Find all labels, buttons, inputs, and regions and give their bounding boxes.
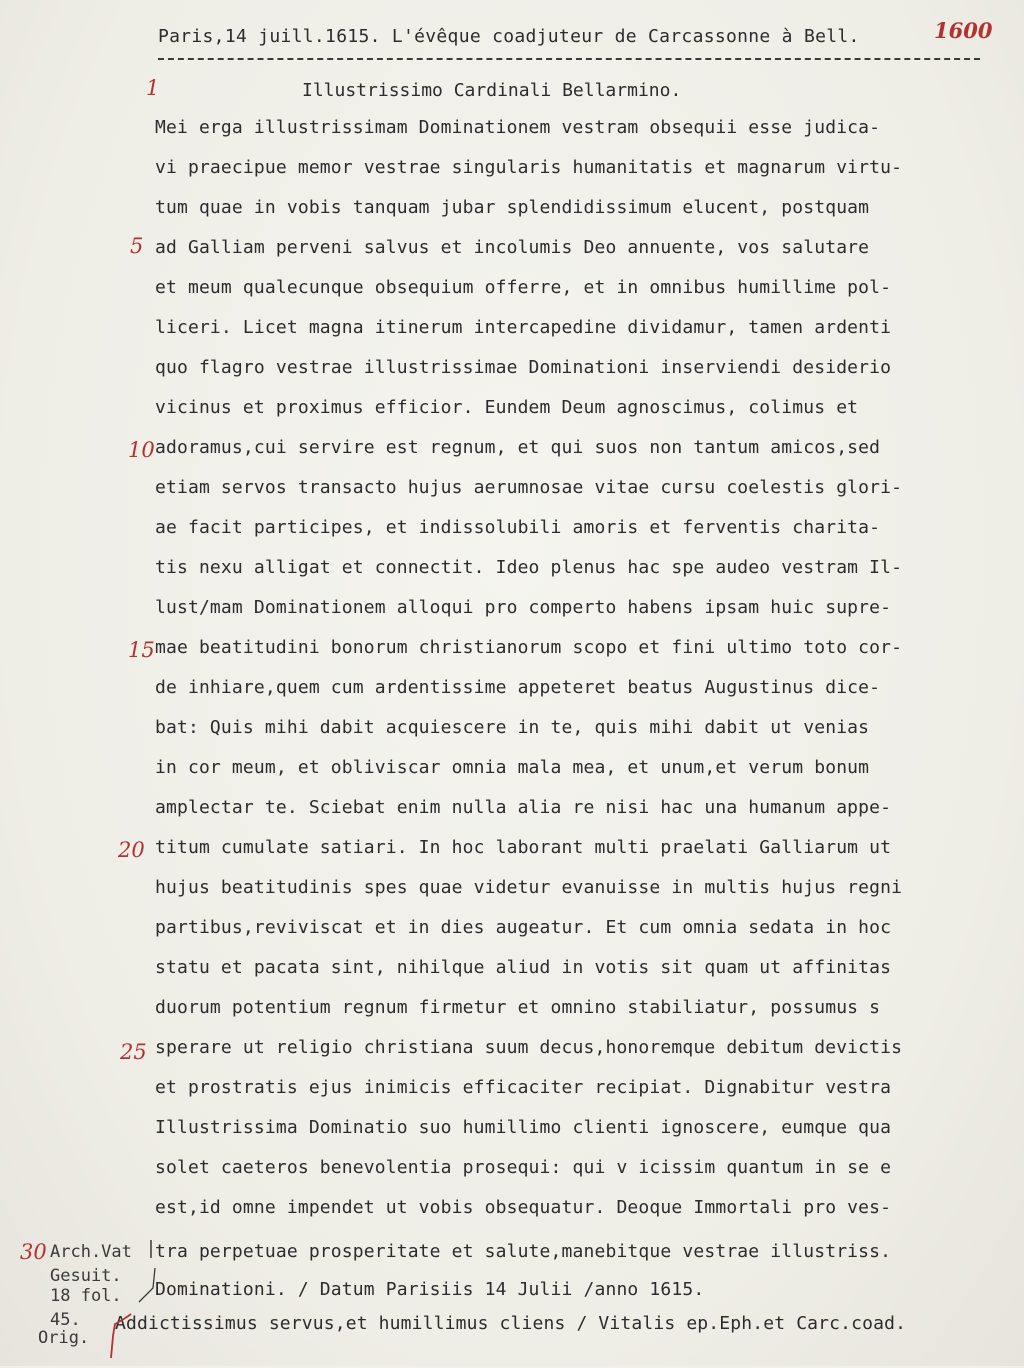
margin-line-number-30: 30 — [20, 1240, 47, 1264]
text-line: vicinus et proximus efficior. Eundem Deum agnoscimus, colimus et — [155, 397, 859, 418]
text-line: statu et pacata sint, nihilque aliud in votis sit quam ut affinitas — [155, 957, 892, 978]
text-line: et prostratis ejus inimicis efficaciter recipiat. Dignabitur vestra — [155, 1077, 892, 1098]
signature-line: Addictissimus servus,et humillimus cliens / Vitalis ep.Eph.et Carc.coad. — [115, 1313, 907, 1334]
archive-line: Gesuit. — [50, 1266, 122, 1286]
archive-bracket-mark — [95, 1228, 175, 1368]
text-line: sperare ut religio christiana suum decus,honoremque debitum devictis — [155, 1037, 903, 1058]
text-line: et meum qualecunque obsequium offerre, et in omnibus humillime pol- — [155, 277, 892, 298]
archive-line: Orig. — [38, 1328, 90, 1348]
margin-line-number-1: 1 — [146, 76, 160, 100]
archive-line: Arch.Vat — [50, 1242, 132, 1262]
text-line: de inhiare,quem cum ardentissime appeteret beatus Augustinus dice- — [155, 677, 881, 698]
text-line: bat: Quis mihi dabit acquiescere in te, quis mihi dabit ut venias — [155, 717, 870, 738]
text-line: vi praecipue memor vestrae singularis humanitatis et magnarum virtu- — [155, 157, 903, 178]
text-line: partibus,reviviscat et in dies augeatur. Et cum omnia sedata in hoc — [155, 917, 892, 938]
text-line: solet caeteros benevolentia prosequi: qui v icissim quantum in se e — [155, 1157, 892, 1178]
text-line: amplectar te. Sciebat enim nulla alia re nisi hac una humanum appe- — [155, 797, 892, 818]
margin-line-number-20: 20 — [118, 838, 145, 862]
text-line: ae facit participes, et indissolubili amoris et ferventis charita- — [155, 517, 881, 538]
text-line: hujus beatitudinis spes quae videtur evanuisse in multis hujus regni — [155, 877, 903, 898]
text-line: liceri. Licet magna itinerum intercapedine dividamur, tamen ardenti — [155, 317, 892, 338]
margin-line-number-25: 25 — [120, 1040, 147, 1064]
page-number: 1600 — [934, 18, 993, 43]
margin-line-number-15: 15 — [128, 638, 155, 662]
document-header: Paris,14 juill.1615. L'évêque coadjuteur de Carcassonne à Bell. — [158, 26, 860, 47]
salutation: Illustrissimo Cardinali Bellarmino. — [302, 80, 682, 101]
margin-line-number-5: 5 — [130, 234, 144, 258]
text-line: tra perpetuae prosperitate et salute,manebitque vestrae illustriss. — [155, 1241, 892, 1262]
archive-line: 45. — [50, 1310, 81, 1330]
text-line: in cor meum, et obliviscar omnia mala mea, et unum,et verum bonum — [155, 757, 870, 778]
text-line: etiam servos transacto hujus aerumnosae vitae cursu coelestis glori- — [155, 477, 903, 498]
header-rule — [158, 58, 980, 60]
text-line: lust/mam Dominationem alloqui pro comperto habens ipsam huic supre- — [155, 597, 892, 618]
text-line: adoramus,cui servire est regnum, et qui suos non tantum amicos,sed — [155, 437, 881, 458]
text-line: Mei erga illustrissimam Dominationem vestram obsequii esse judica- — [155, 117, 881, 138]
text-line: ad Galliam perveni salvus et incolumis Deo annuente, vos salutare — [155, 237, 870, 258]
signature-dateline: Dominationi. / Datum Parisiis 14 Julii /anno 1615. — [155, 1279, 705, 1300]
text-line: titum cumulate satiari. In hoc laborant multi praelati Galliarum ut — [155, 837, 892, 858]
text-line: tis nexu alligat et connectit. Ideo plenus hac spe audeo vestram Il- — [155, 557, 903, 578]
text-line: est,id omne impendet ut vobis obsequatur. Deoque Immortali pro ves- — [155, 1197, 892, 1218]
text-line: duorum potentium regnum firmetur et omnino stabiliatur, possumus s — [155, 997, 881, 1018]
archive-line: 18 fol. — [50, 1286, 122, 1306]
text-line: mae beatitudini bonorum christianorum scopo et fini ultimo toto cor- — [155, 637, 903, 658]
text-line: Illustrissima Dominatio suo humillimo clienti ignoscere, eumque qua — [155, 1117, 892, 1138]
text-line: tum quae in vobis tanquam jubar splendidissimum elucent, postquam — [155, 197, 870, 218]
margin-line-number-10: 10 — [128, 438, 155, 462]
text-line: quo flagro vestrae illustrissimae Dominationi inserviendi desiderio — [155, 357, 892, 378]
